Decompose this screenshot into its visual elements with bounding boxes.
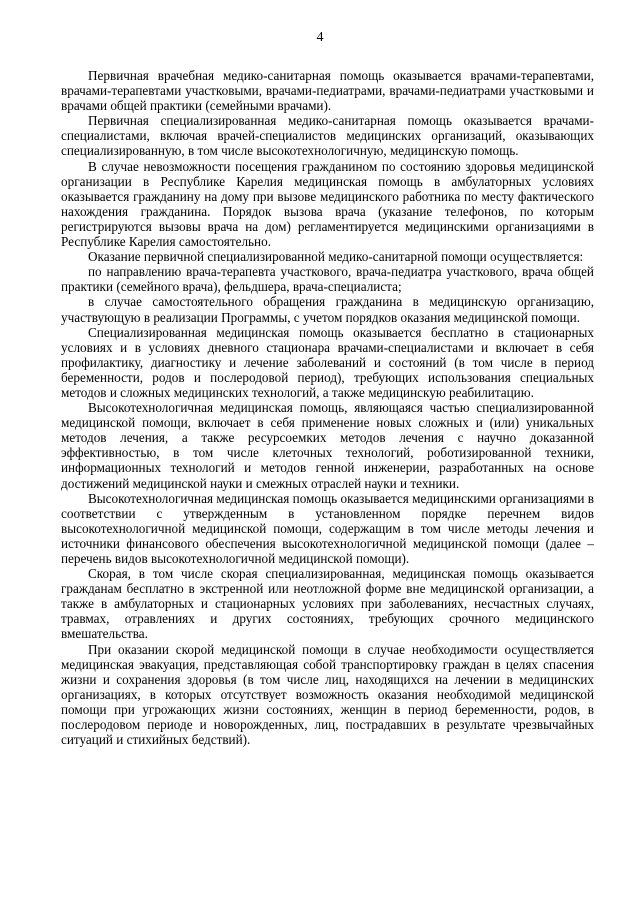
paragraph-home-visit: В случае невозможности посещения гражданином по состоянию здоровья медицинской организации в Республике Карелия медицинская помощь в амбулаторных условиях оказывается гражданину на дому при вызове медицинского работника по месту фактического нахождения гражданина. Порядок вызова врача (указание телефонов, по которым регистрируются вызовы врача на дом) регламентируется медицинскими организациями в Республике Карелия самостоятельно. — [61, 158, 594, 250]
document-body — [61, 68, 594, 747]
paragraph-referral-case: по направлению врача-терапевта участкового, врача-педиатра участкового, врача общей практики (семейного врача), фельдшера, врача-специалиста; — [61, 264, 594, 295]
paragraph-primary-doctor-care: Первичная врачебная медико-санитарная помощь оказывается врачами-терапевтами, врачами-терапевтами участковыми, врачами-педиатрами, врачами-педиатрами участковыми и врачами общей практики (семейными врачами). — [61, 68, 594, 114]
paragraph-primary-specialized-care: Первичная специализированная медико-санитарная помощь оказывается врачами-специалистами, включая врачей-специалистов медицинских организаций, оказывающих специализированную, в том числе высокотехнологичную, медицинскую помощь. — [61, 113, 594, 159]
paragraph-specialized-care-provision: Оказание первичной специализированной медико-санитарной помощи осуществляется: — [88, 249, 584, 265]
paragraph-medical-evacuation: При оказании скорой медицинской помощи в случае необходимости осуществляется медицинская эвакуация, представляющая собой транспортировку граждан в целях спасения жизни и сохранения здоровья (в том числе лиц, находящихся на лечении в медицинских организациях, в которых отсутствует возможность оказания необходимой медицинской помощи при угрожающих жизни состояниях, женщин в период беременности, родов, в послеродовом периоде и новорожденных, лиц, пострадавших в результате чрезвычайных ситуаций и стихийных бедствий). — [61, 641, 594, 748]
paragraph-emergency-care: Скорая, в том числе скорая специализированная, медицинская помощь оказывается гражданам бесплатно в экстренной или неотложной форме вне медицинской организации, а также в амбулаторных и стационарных условиях при заболеваниях, несчастных случаях, травмах, отравлениях и других состояниях, требующих срочного медицинского вмешательства. — [61, 566, 594, 642]
page-number: 4 — [316, 30, 324, 45]
paragraph-high-tech-care-definition: Высокотехнологичная медицинская помощь, являющаяся частью специализированной медицинской помощи, включает в себя применение новых сложных и (или) уникальных методов лечения, а также ресурсоемких методов лечения с научно доказанной эффективностью, в том числе клеточных технологий, роботизированной техники, информационных технологий и методов генной инженерии, разработанных на основе достижений медицинской науки и смежных отраслей науки и техники. — [61, 400, 594, 491]
paragraph-self-referral-case: в случае самостоятельного обращения гражданина в медицинскую организацию, участвующую в реализации Программы, с учетом порядков оказания медицинской помощи. — [61, 294, 594, 325]
paragraph-specialized-inpatient-care: Специализированная медицинская помощь оказывается бесплатно в стационарных условиях и в условиях дневного стационара врачами-специалистами и включает в себя профилактику, диагностику и лечение заболеваний и состояний (в том числе в период беременности, родов и послеродовой период), требующих использования специальных методов и сложных медицинских технологий, а также медицинскую реабилитацию. — [61, 324, 594, 400]
paragraph-high-tech-care-provision: Высокотехнологичная медицинская помощь оказывается медицинскими организациями в соответствии с утвержденным в установленном порядке перечнем видов высокотехнологичной медицинской помощи, содержащим в том числе методы лечения и источники финансового обеспечения высокотехнологичной медицинской помощи (далее – перечень видов высокотехнологичной медицинской помощи). — [61, 490, 594, 566]
